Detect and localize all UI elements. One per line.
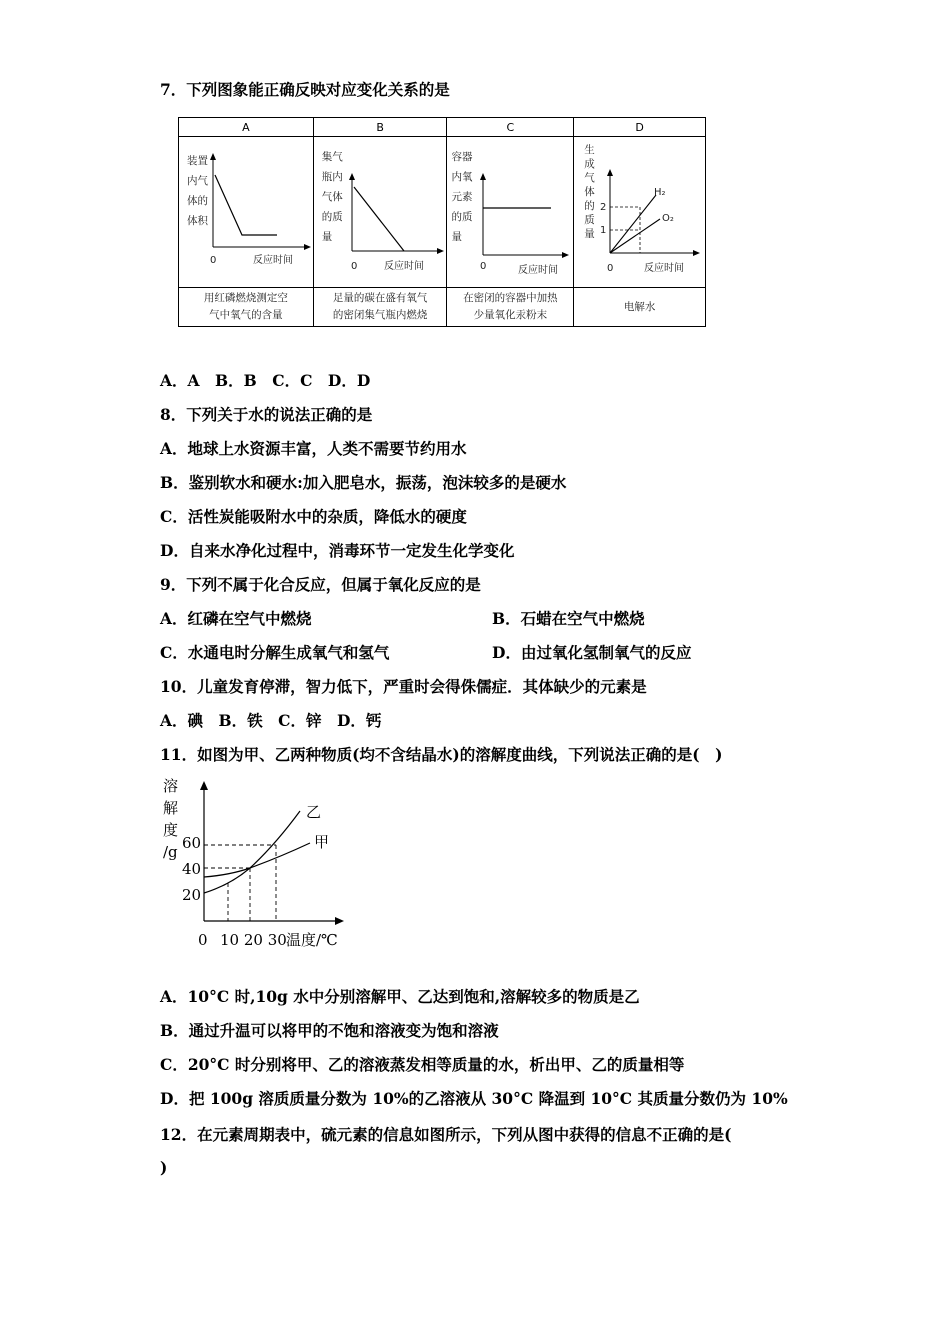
q10-options: A．碘 B．铁 C．锌 D．钙 (160, 711, 382, 730)
q11-curve-yi (204, 811, 300, 893)
header-a: A (179, 118, 314, 137)
caption-b: 足量的碳在盛有氧气 的密闭集气瓶内燃烧 (313, 288, 447, 327)
q11-label-jia: 甲 (314, 833, 330, 851)
q10-stem: 10．儿童发育停滞，智力低下，严重时会得侏儒症．其体缺少的元素是 (160, 677, 647, 696)
graph-d-h2-line (610, 195, 656, 253)
graph-d-o2-label: O₂ (662, 213, 675, 224)
graph-a-ylabel: 装置 内气 体的 体积 (187, 155, 208, 227)
graph-d-o2-line (610, 219, 660, 253)
graph-a-origin: 0 (210, 255, 217, 266)
graph-b-xlabel: 反应时间 (383, 261, 424, 272)
q11-option-a: A．10°C 时,10g 水中分别溶解甲、乙达到饱和,溶解较多的物质是乙 (160, 987, 640, 1006)
graph-a-xlabel: 反应时间 (253, 255, 293, 266)
graph-b (313, 137, 447, 288)
header-c: C (447, 118, 574, 137)
graph-d-origin: 0 (607, 263, 614, 274)
q8-option-d: D．自来水净化过程中，消毒环节一定发生化学变化 (160, 541, 515, 560)
q11-option-b: B．通过升温可以将甲的不饱和溶液变为饱和溶液 (160, 1021, 499, 1040)
graph-d-tick-2: 2 (600, 202, 607, 213)
q9-option-c: C．水通电时分解生成氧气和氢气 (160, 643, 390, 662)
graph-b-curve (354, 187, 404, 251)
q7-options: A．A B．B C．C D．D (160, 371, 371, 390)
q7-stem: 7．下列图象能正确反映对应变化关系的是 (160, 80, 450, 99)
graph-c-origin: 0 (480, 261, 487, 272)
q11-xlabel: 温度/℃ (286, 931, 338, 949)
caption-d: 电解水 (574, 288, 706, 327)
graph-a (179, 137, 314, 288)
q11-option-d: D．把 100g 溶质质量分数为 10%的乙溶液从 30°C 降温到 10°C 其质量分数仍为 10% (160, 1089, 788, 1108)
q11-ylabel-4: /g (163, 843, 178, 861)
q8-option-c: C．活性炭能吸附水中的杂质，降低水的硬度 (160, 507, 467, 526)
graph-a-curve (215, 175, 277, 235)
q8-stem: 8．下列关于水的说法正确的是 (160, 405, 373, 424)
q12-stem-tail: ) (160, 1158, 168, 1177)
graph-c-xlabel: 反应时间 (518, 265, 559, 276)
q11-ytick-60: 60 (182, 834, 202, 852)
q11-ytick-40: 40 (182, 860, 202, 878)
q9-option-d: D．由过氧化氢制氧气的反应 (492, 643, 692, 662)
graph-b-origin: 0 (350, 261, 358, 272)
graph-c-ylabel: 容器 内氧 元素 的质 量 (451, 151, 473, 243)
q12-stem: 12．在元素周期表中，硫元素的信息如图所示，下列从图中获得的信息不正确的是( (160, 1125, 732, 1144)
q11-stem: 11．如图为甲、乙两种物质(均不含结晶水)的溶解度曲线，下列说法正确的是( ) (160, 745, 723, 764)
graph-d (574, 137, 706, 288)
q11-solubility-graph (160, 773, 360, 953)
q11-option-c: C．20°C 时分别将甲、乙的溶液蒸发相等质量的水，析出甲、乙的质量相等 (160, 1055, 685, 1074)
q9-stem: 9．下列不属于化合反应，但属于氧化反应的是 (160, 575, 481, 594)
caption-a: 用红磷燃烧测定空 气中氧气的含量 (179, 288, 314, 327)
graph-d-xlabel: 反应时间 (644, 263, 685, 274)
q11-origin: 0 (198, 931, 208, 949)
q11-xticks: 10 20 30 (220, 931, 287, 949)
q11-ylabel-1: 溶 (163, 777, 179, 795)
caption-c: 在密闭的容器中加热 少量氧化汞粉末 (447, 288, 574, 327)
q9-option-b: B．石蜡在空气中燃烧 (492, 609, 645, 628)
q11-label-yi: 乙 (306, 803, 322, 821)
graph-d-ylabel: 生 成 气 体 的 质 量 (584, 144, 595, 240)
graph-c (447, 137, 574, 288)
q11-ylabel-2: 解 (163, 799, 179, 817)
q11-curve-jia (204, 843, 310, 877)
q8-option-b: B．鉴别软水和硬水:加入肥皂水，振荡，泡沫较多的是硬水 (160, 473, 567, 492)
graph-b-ylabel: 集气 瓶内 气体 的质 量 (321, 151, 343, 243)
graph-d-tick-1: 1 (600, 225, 607, 236)
q8-option-a: A．地球上水资源丰富，人类不需要节约用水 (160, 439, 467, 458)
q11-ylabel-3: 度 (163, 821, 179, 839)
q11-ytick-20: 20 (182, 886, 202, 904)
header-b: B (313, 118, 447, 137)
q9-option-a: A．红磷在空气中燃烧 (160, 609, 312, 628)
graph-d-h2-label: H₂ (654, 187, 666, 198)
q7-figure-table (178, 117, 706, 327)
header-d: D (574, 118, 706, 137)
